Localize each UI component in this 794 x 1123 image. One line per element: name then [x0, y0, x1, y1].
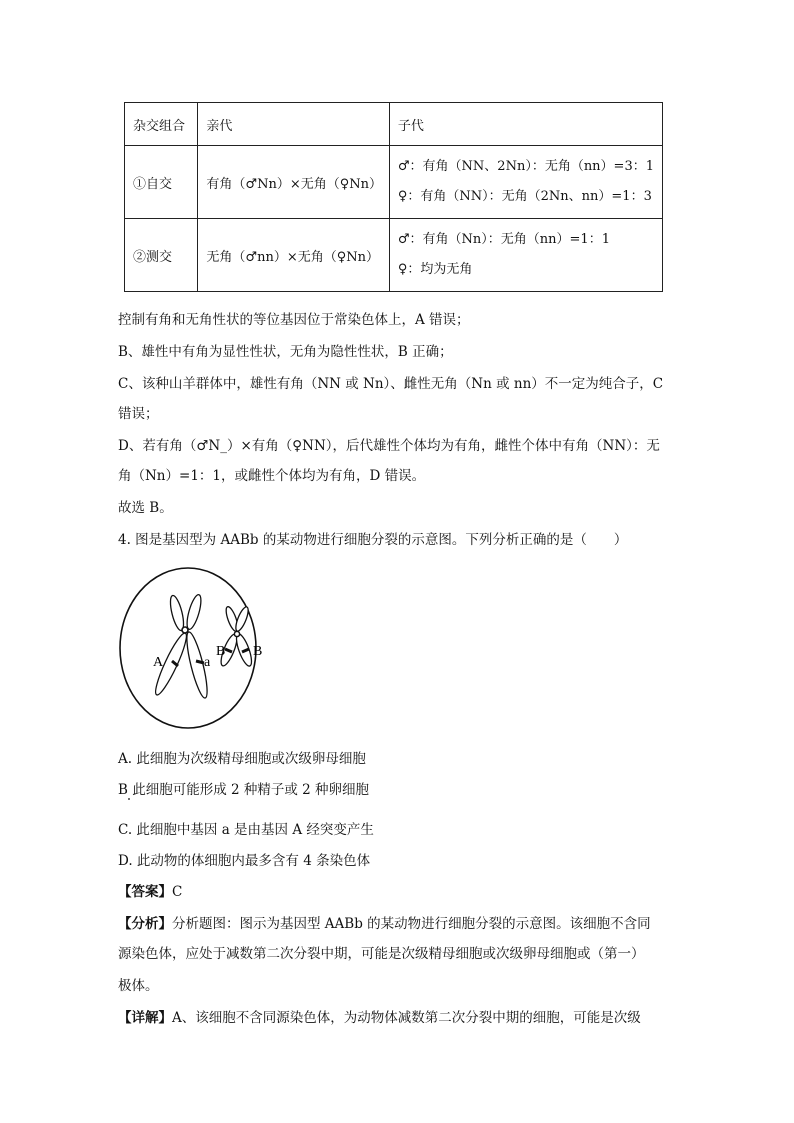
table-row — [125, 219, 663, 292]
analysis-line: 错误； — [118, 406, 159, 422]
header-combo: 杂交组合 — [125, 103, 198, 146]
stray-dot — [128, 798, 130, 800]
gene-label-B-right: B — [253, 644, 263, 659]
cell-offspring — [389, 219, 662, 292]
answer-line — [118, 882, 678, 902]
analysis-line: D、若有角（♂N_）×有角（♀NN），后代雄性个体均为有角，雌性个体中有角（NN）：无 — [118, 438, 660, 454]
offspring-male: ♂：有角（Nn）：无角（nn）=1：1 — [397, 232, 610, 247]
cell-parents: 有角（♂Nn）×无角（♀Nn） — [198, 146, 389, 219]
header-parents: 亲代 — [198, 103, 389, 146]
explanation-text: 分析题图：图示为基因型 AABb 的某动物进行细胞分裂的示意图。该细胞不含同 — [172, 916, 651, 932]
analysis-line: 故选 B。 — [118, 500, 173, 516]
detail-line — [118, 1008, 678, 1028]
option-c: C. 此细胞中基因 a 是由基因 A 经突变产生 — [118, 822, 374, 838]
analysis-line: 控制有角和无角性状的等位基因位于常染色体上，A 错误； — [118, 312, 470, 328]
cell-offspring — [389, 146, 662, 219]
cell-division-diagram — [118, 564, 263, 734]
answer-label: 【答案】 — [118, 884, 172, 900]
gene-label-a: a — [204, 655, 211, 670]
offspring-female: ♀：均为无角 — [397, 262, 473, 277]
table-header-row — [125, 103, 663, 146]
table-row — [125, 146, 663, 219]
cell-combo: ②测交 — [125, 219, 198, 292]
explanation-line — [118, 914, 678, 934]
cell-parents: 无角（♂nn）×无角（♀Nn） — [198, 219, 389, 292]
explanation-line: 极体。 — [118, 978, 159, 994]
option-d: D. 此动物的体细胞内最多含有 4 条染色体 — [118, 853, 371, 869]
detail-text: A、该细胞不含同源染色体，为动物体减数第二次分裂中期的细胞，可能是次级 — [172, 1010, 641, 1026]
answer-value: C — [172, 884, 183, 900]
option-a: A. 此细胞为次级精母细胞或次级卵母细胞 — [118, 751, 366, 767]
detail-label: 【详解】 — [118, 1010, 172, 1026]
explanation-label: 【分析】 — [118, 916, 172, 932]
analysis-line: C、该种山羊群体中，雄性有角（NN 或 Nn）、雌性无角（Nn 或 nn）不一定为纯合子，C — [118, 376, 664, 392]
analysis-line: B、雄性中有角为显性性状，无角为隐性性状，B 正确； — [118, 344, 453, 360]
offspring-male: ♂：有角（NN、2Nn）：无角（nn）=3：1 — [397, 159, 654, 174]
offspring-female: ♀：有角（NN）：无角（2Nn、nn）=1：3 — [397, 189, 652, 204]
analysis-line: 角（Nn）=1：1，或雌性个体均为有角，D 错误。 — [118, 468, 426, 484]
header-offspring: 子代 — [389, 103, 662, 146]
cross-table — [124, 102, 663, 292]
gene-label-A: A — [153, 655, 164, 670]
cell-combo: ①自交 — [125, 146, 198, 219]
explanation-line: 源染色体，应处于减数第二次分裂中期，可能是次级精母细胞或次级卵母细胞或（第一） — [118, 946, 645, 962]
gene-label-B-left: B — [216, 644, 226, 659]
question-stem: 4. 图是基因型为 AABb 的某动物进行细胞分裂的示意图。下列分析正确的是（ ） — [118, 532, 628, 548]
option-b: B 此细胞可能形成 2 种精子或 2 种卵细胞 — [118, 782, 370, 798]
